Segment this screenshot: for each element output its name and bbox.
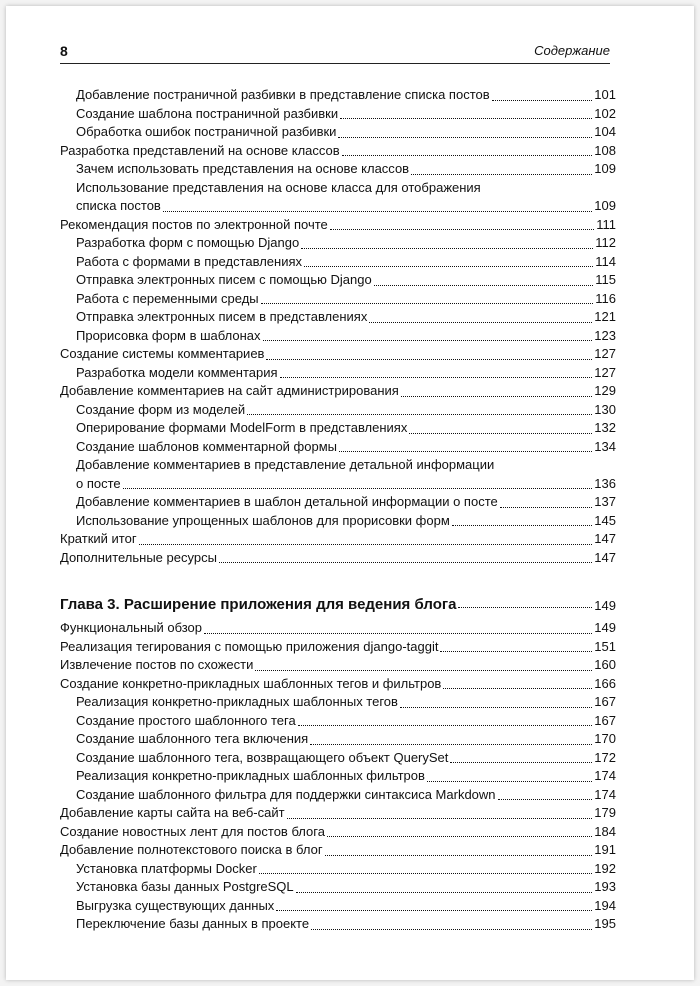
leader-dots [500, 507, 593, 508]
leader-dots [440, 651, 592, 652]
toc-entry-page: 127 [594, 346, 616, 361]
toc-entry[interactable] [60, 823, 616, 842]
toc-entry[interactable] [76, 401, 616, 420]
toc-entry[interactable] [76, 897, 616, 916]
toc-entry-title: Прорисовка форм в шаблонах [76, 327, 261, 343]
leader-dots [310, 744, 592, 745]
leader-dots [296, 892, 593, 893]
leader-dots [492, 100, 593, 101]
toc-entry-title: Выгрузка существующих данных [76, 897, 275, 913]
leader-dots [400, 707, 592, 708]
page-number: 8 [60, 43, 68, 59]
leader-dots [247, 414, 592, 415]
toc-section-chapter-2 [60, 86, 616, 567]
toc-entry-page: 166 [594, 675, 616, 691]
toc-entry[interactable] [76, 512, 616, 531]
leader-dots [276, 910, 592, 911]
leader-dots [163, 211, 592, 212]
leader-dots [411, 174, 592, 175]
toc-entry-title: Отправка электронных писем в представлениях [76, 309, 368, 324]
toc-entry-title: Рекомендация постов по электронной почте [60, 216, 328, 232]
toc-entry-title: Работа с переменными среды [76, 290, 259, 306]
toc-entry[interactable] [60, 549, 616, 568]
leader-dots [298, 725, 593, 726]
toc-entry-page: 109 [594, 198, 616, 213]
page-header [60, 43, 610, 64]
toc-entry-page: 102 [594, 105, 616, 121]
leader-dots [498, 799, 593, 800]
toc-entry-title: Добавление комментариев на сайт администрирования [60, 383, 399, 398]
leader-dots [255, 670, 592, 671]
leader-dots [259, 873, 592, 874]
toc-entry[interactable] [76, 438, 616, 457]
leader-dots [325, 855, 593, 856]
leader-dots [443, 688, 592, 689]
leader-dots [342, 155, 593, 156]
toc-entry-page: 191 [594, 842, 616, 857]
leader-dots [340, 118, 592, 119]
toc-entry-page: 194 [594, 897, 616, 913]
toc-entry-page: 193 [594, 879, 616, 894]
leader-dots [311, 929, 592, 930]
leader-dots [401, 396, 592, 397]
toc-entry-title: Переключение базы данных в проекте [76, 916, 310, 931]
toc-entry-page: 130 [594, 401, 616, 417]
toc-entry[interactable] [60, 142, 616, 161]
leader-dots [261, 303, 594, 304]
toc-entry-title: Оперирование формами ModelForm в представлениях [76, 420, 408, 435]
toc-entry-title: Создание конкретно-прикладных шаблонных тегов и фильтров [60, 675, 442, 691]
toc-entry-title-line1: Добавление комментариев в представление детальной информации [76, 457, 495, 472]
toc-entry-page: 111 [596, 216, 616, 232]
toc-entry-title: Краткий итог [60, 531, 137, 546]
toc-entry-title: Использование упрощенных шаблонов для прорисовки форм [76, 512, 450, 528]
toc-entry-title: Отправка электронных писем с помощью Django [76, 272, 372, 287]
leader-dots [266, 359, 592, 360]
toc-entry-title: списка постов [76, 198, 161, 213]
toc-entry[interactable] [76, 179, 616, 216]
toc-entry-title: Создание простого шаблонного тега [76, 712, 296, 728]
toc-entry[interactable] [76, 456, 616, 493]
toc-entry[interactable] [60, 530, 616, 549]
leader-dots [219, 562, 592, 563]
leader-dots [139, 544, 593, 545]
toc-entry[interactable] [60, 656, 616, 675]
leader-dots [287, 818, 593, 819]
toc-entry-title: Извлечение постов по схожести [60, 657, 254, 672]
toc-entry-title: Реализация конкретно-прикладных шаблонных тегов [76, 694, 398, 709]
toc-entry-title: Разработка представлений на основе классов [60, 142, 340, 158]
toc-entry[interactable] [76, 123, 616, 142]
toc-entry-page: 101 [594, 87, 616, 102]
toc-entry-page: 174 [594, 786, 616, 802]
toc-entry-page: 147 [594, 549, 616, 565]
toc-entry-page: 109 [594, 161, 616, 176]
toc-entry[interactable] [76, 160, 616, 179]
toc-entry-page: 112 [595, 235, 616, 250]
toc-entry-page: 127 [594, 364, 616, 380]
toc-entry-title-line1: Использование представления на основе класса для отображения [76, 179, 481, 195]
toc-entry-page: 172 [594, 749, 616, 765]
toc-entry-title: Добавление комментариев в шаблон детальной информации о посте [76, 494, 498, 509]
toc-entry-title: Установка платформы Docker [76, 860, 257, 876]
toc-entry-page: 167 [594, 694, 616, 709]
toc-entry-title: Функциональный обзор [60, 620, 203, 635]
leader-dots [338, 137, 592, 138]
toc-entry-title: Добавление постраничной разбивки в представление списка постов [76, 87, 490, 102]
leader-dots [301, 248, 593, 249]
toc-entry[interactable] [76, 271, 616, 290]
toc-entry-title: Создание шаблонного тега, возвращающего объект QuerySet [76, 749, 449, 765]
toc-entry[interactable] [60, 216, 616, 235]
toc-entry[interactable] [76, 308, 616, 327]
toc-entry-page: 129 [594, 383, 616, 398]
toc-entry[interactable] [60, 345, 616, 364]
leader-dots [452, 525, 593, 526]
toc-entry-page: 116 [595, 290, 616, 306]
toc-entry[interactable] [76, 878, 616, 897]
toc-entry[interactable] [60, 841, 616, 860]
book-page [6, 6, 694, 980]
toc-entry-title: Создание шаблонного тега включения [76, 731, 309, 746]
toc-entry[interactable] [76, 493, 616, 512]
toc-entry[interactable] [76, 290, 616, 309]
toc-entry-title: Добавление полнотекстового поиска в блог [60, 842, 323, 857]
toc-entry[interactable] [60, 638, 616, 657]
leader-dots [374, 285, 594, 286]
leader-dots [263, 340, 593, 341]
toc-entry[interactable] [76, 786, 616, 805]
toc-entry-page: 160 [594, 657, 616, 672]
toc-entry-title: Реализация конкретно-прикладных шаблонных фильтров [76, 768, 425, 783]
chapter-page: 149 [594, 598, 616, 613]
toc-entry[interactable] [76, 915, 616, 934]
toc-entry[interactable] [76, 712, 616, 731]
leader-dots [409, 433, 592, 434]
toc-entry[interactable] [76, 105, 616, 124]
leader-dots [427, 781, 592, 782]
toc-entry[interactable] [76, 419, 616, 438]
chapter-title: Глава 3. Расширение приложения для ведения блога [60, 596, 457, 613]
toc-entry-page: 108 [594, 142, 616, 158]
toc-entry[interactable] [60, 675, 616, 694]
toc-entry-page: 192 [594, 860, 616, 876]
toc-entry-page: 132 [594, 420, 616, 435]
leader-dots [123, 488, 593, 489]
toc-entry-page: 123 [594, 327, 616, 343]
toc-entry-page: 174 [594, 768, 616, 783]
toc-entry-page: 137 [594, 494, 616, 509]
toc-entry[interactable] [60, 619, 616, 638]
toc-entry-title: Создание шаблонов комментарной формы [76, 438, 337, 454]
toc-entry-title: Дополнительные ресурсы [60, 549, 217, 565]
toc-entry-page: 136 [594, 475, 616, 491]
toc-entry[interactable] [76, 730, 616, 749]
toc-entry[interactable] [76, 86, 616, 105]
toc-chapter-heading[interactable] [60, 591, 616, 613]
table-of-contents [60, 86, 616, 934]
toc-entry-title: Разработка модели комментария [76, 364, 278, 380]
toc-entry-page: 114 [595, 253, 616, 269]
toc-entry[interactable] [76, 693, 616, 712]
leader-dots [304, 266, 593, 267]
toc-entry-title: Установка базы данных PostgreSQL [76, 879, 294, 894]
leader-dots [327, 836, 592, 837]
toc-entry-title: Работа с формами в представлениях [76, 253, 303, 269]
toc-entry-title: Создание форм из моделей [76, 401, 246, 417]
toc-entry-page: 134 [594, 438, 616, 454]
toc-entry-page: 167 [594, 712, 616, 728]
leader-dots [280, 377, 593, 378]
toc-entry[interactable] [76, 234, 616, 253]
leader-dots [369, 322, 592, 323]
leader-dots [458, 607, 592, 608]
running-head: Содержание [534, 43, 610, 58]
toc-entry-title: Создание системы комментариев [60, 346, 265, 361]
toc-entry[interactable] [76, 767, 616, 786]
toc-entry-title: Создание шаблонного фильтра для поддержки синтаксиса Markdown [76, 786, 496, 802]
toc-entry-page: 147 [594, 531, 616, 546]
toc-entry-title: Создание новостных лент для постов блога [60, 823, 325, 839]
leader-dots [204, 633, 592, 634]
toc-entry[interactable] [76, 253, 616, 272]
toc-entry[interactable] [60, 804, 616, 823]
toc-entry-page: 104 [594, 124, 616, 139]
toc-entry-page: 121 [594, 309, 616, 324]
leader-dots [330, 229, 594, 230]
toc-entry-title: Добавление карты сайта на веб-сайт [60, 805, 285, 820]
toc-entry[interactable] [60, 382, 616, 401]
toc-entry-title: Разработка форм с помощью Django [76, 235, 300, 250]
toc-entry-title: Создание шаблона постраничной разбивки [76, 105, 339, 121]
toc-entry-page: 115 [595, 272, 616, 287]
toc-entry-title: Зачем использовать представления на основе классов [76, 161, 410, 176]
toc-entry[interactable] [76, 749, 616, 768]
toc-entry-page: 151 [594, 638, 616, 654]
toc-entry-page: 145 [594, 512, 616, 528]
toc-entry[interactable] [76, 327, 616, 346]
toc-entry-title: Реализация тегирования с помощью приложения django-taggit [60, 638, 439, 654]
toc-entry[interactable] [76, 860, 616, 879]
toc-entry-title: Обработка ошибок постраничной разбивки [76, 124, 337, 139]
toc-entry-page: 170 [594, 731, 616, 746]
toc-entry-page: 179 [594, 805, 616, 820]
leader-dots [450, 762, 592, 763]
toc-entry-page: 184 [594, 823, 616, 839]
toc-entry[interactable] [76, 364, 616, 383]
toc-entry-page: 149 [594, 620, 616, 635]
toc-section-chapter-3 [60, 619, 616, 934]
toc-entry-title: о посте [76, 475, 121, 491]
toc-entry-page: 195 [594, 916, 616, 931]
leader-dots [339, 451, 592, 452]
